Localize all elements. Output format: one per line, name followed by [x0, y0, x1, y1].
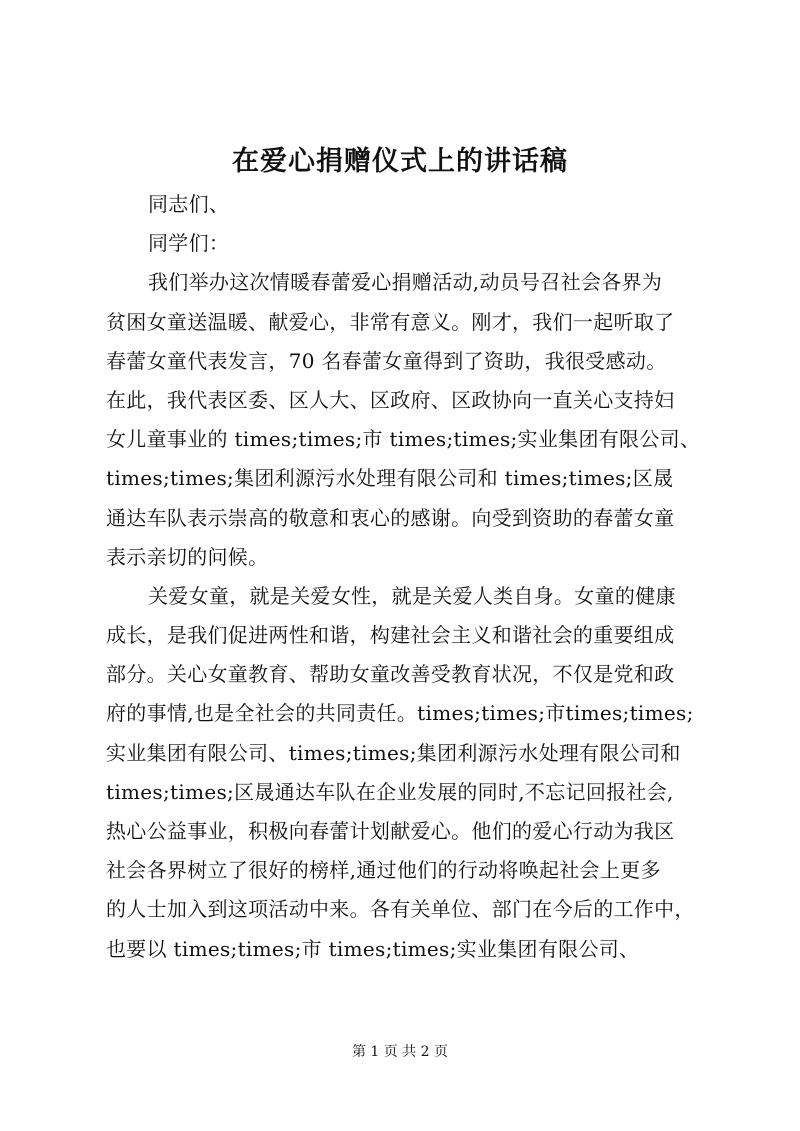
text-line: 通达车队表示崇高的敬意和衷心的感谢。向受到资助的春蕾女童: [106, 505, 675, 530]
text-line: 实业集团有限公司、times;times;集团利源污水处理有限公司和: [106, 740, 681, 765]
text-line: 表示亲切的问候。: [106, 544, 269, 569]
document-body: [106, 185, 706, 969]
text-line: times;times;区晟通达车队在企业发展的同时,不忘记回报社会,: [106, 779, 674, 804]
text-line: 在此，我代表区委、区人大、区政府、区政协向一直关心支持妇: [106, 387, 675, 412]
text-line: 女儿童事业的 times;times;市 times;times;实业集团有限公司、: [106, 427, 701, 452]
text-line: 府的事情,也是全社会的共同责任。times;times;市times;times;: [106, 701, 694, 726]
text-line: 贫困女童送温暖、献爱心，非常有意义。刚才，我们一起听取了: [106, 309, 675, 334]
text-line: 热心公益事业，积极向春蕾计划献爱心。他们的爱心行动为我区: [106, 819, 675, 843]
text-line: 社会各界树立了很好的榜样,通过他们的行动将唤起社会上更多: [106, 858, 661, 883]
text-line: 的人士加入到这项活动中来。各有关单位、部门在今后的工作中，: [106, 897, 695, 922]
text-line: 我们举办这次情暖春蕾爱心捐赠活动,动员号召社会各界为: [148, 270, 663, 295]
text-line: 春蕾女童代表发言，70 名春蕾女童得到了资助，我很受感动。: [106, 348, 667, 373]
text-line: times;times;集团利源污水处理有限公司和 times;times;区晟: [106, 466, 674, 491]
text-line: 部分。关心女童教育、帮助女童改善受教育状况，不仅是党和政: [106, 662, 675, 687]
text-line: 同学们：: [148, 231, 230, 256]
text-line: 同志们、: [148, 192, 230, 216]
document-title: 在爱心捐赠仪式上的讲话稿: [232, 146, 568, 177]
text-line: 成长，是我们促进两性和谐，构建社会主义和谐社会的重要组成: [106, 623, 675, 648]
text-line: 关爱女童，就是关爱女性，就是关爱人类自身。女童的健康: [148, 583, 676, 608]
text-line: 也要以 times;times;市 times;times;实业集团有限公司、: [106, 936, 640, 961]
page-footer: 第 1 页 共 2 页: [351, 1044, 449, 1060]
